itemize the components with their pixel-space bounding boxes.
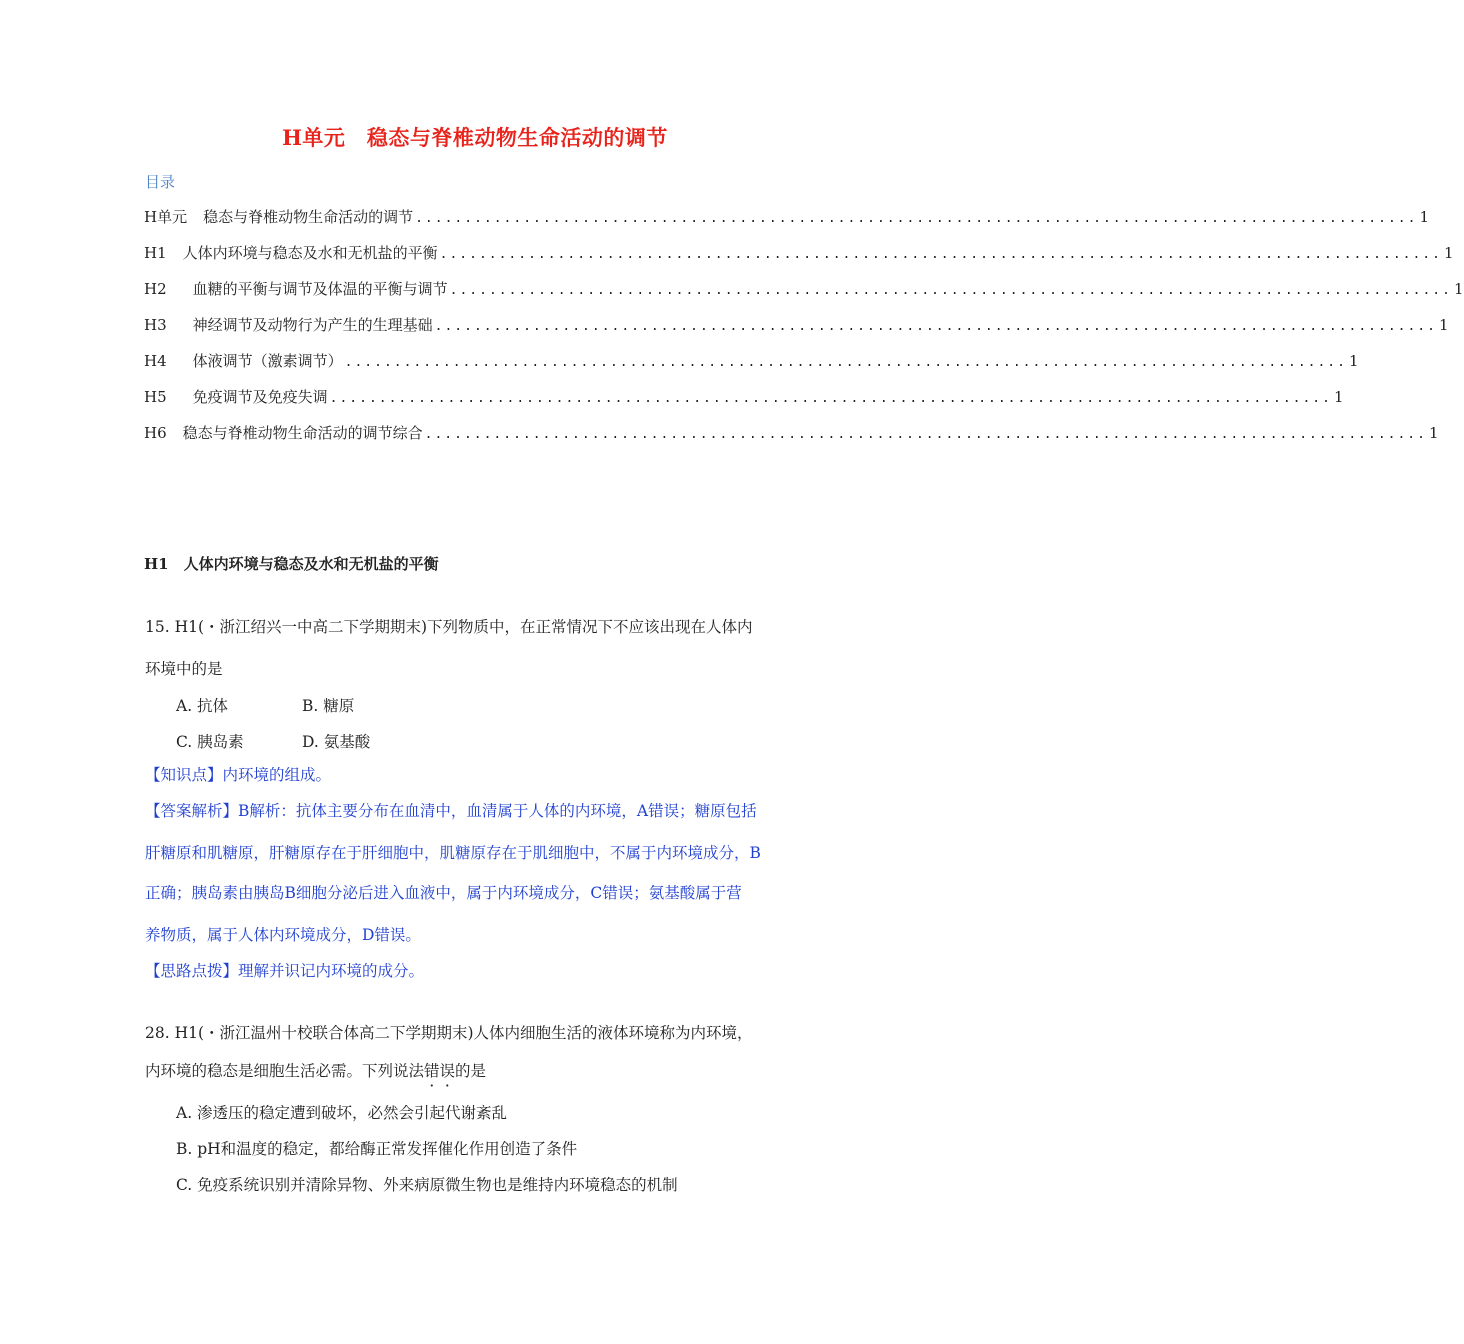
document-title: H单元 稳态与脊椎动物生命活动的调节	[282, 125, 668, 150]
toc-entry-page: 1	[1443, 244, 1454, 262]
answer-label: 【答案解析】	[145, 802, 239, 820]
q15-stem-line1: 15. H1(・浙江绍兴一中高二下学期期末)下列物质中，在正常情况下不应该出现在人体内	[145, 618, 753, 636]
q28-stem-line1: 28. H1(・浙江温州十校联合体高二下学期期末)人体内细胞生活的液体环境称为内环境，	[145, 1024, 753, 1042]
q28-stem-line2	[145, 1050, 807, 1092]
hint-text: 理解并识记内环境的成分。	[238, 962, 425, 980]
q15-stem-line2: 环境中的是	[145, 660, 223, 678]
toc-entry-code: H2	[144, 280, 167, 298]
toc-entry-code: H1	[144, 244, 167, 262]
table-of-contents	[144, 206, 1464, 458]
toc-entry-code: H3	[144, 316, 167, 334]
q15-answer-line2: 肝糖原和肌糖原，肝糖原存在于肝细胞中，肌糖原存在于肌细胞中，不属于内环境成分，B	[145, 844, 761, 862]
toc-leader: ......................................................................................................	[329, 391, 1332, 406]
knowledge-text: 内环境的组成。	[222, 766, 332, 784]
toc-entry-page: 1	[1428, 424, 1439, 442]
q28-stem-text: 的是	[455, 1062, 487, 1080]
q15-answer-line4: 养物质，属于人体内环境成分，D错误。	[145, 926, 421, 944]
hint-label: 【思路点拨】	[145, 962, 239, 980]
toc-leader: ......................................................................................................	[415, 211, 1418, 226]
toc-leader: ......................................................................................................	[449, 283, 1452, 298]
q28-option-a: A. 渗透压的稳定遭到破坏，必然会引起代谢紊乱	[176, 1104, 508, 1122]
q28-stem-text: 内环境的稳态是细胞生活必需。下列说法	[145, 1062, 425, 1080]
toc-entry-text: 稳态与脊椎动物生命活动的调节综合	[182, 424, 423, 442]
toc-entry-page: 1	[1333, 388, 1344, 406]
toc-entry-page: 1	[1419, 208, 1429, 226]
emphasis-char: 错	[424, 1062, 440, 1080]
toc-leader: ......................................................................................................	[344, 355, 1347, 370]
toc-entry-text: 稳态与脊椎动物生命活动的调节	[203, 208, 414, 226]
q15-option-a: A. 抗体	[176, 697, 229, 715]
toc-entry[interactable]	[144, 206, 1429, 242]
toc-entry-page: 1	[1438, 316, 1449, 334]
toc-entry[interactable]	[144, 422, 1439, 458]
toc-entry-text: 人体内环境与稳态及水和无机盐的平衡	[182, 244, 438, 262]
toc-entry-text: 神经调节及动物行为产生的生理基础	[192, 316, 433, 334]
q28-option-b: B. pH和温度的稳定，都给酶正常发挥催化作用创造了条件	[176, 1140, 578, 1158]
section-heading-h1: H1 人体内环境与稳态及水和无机盐的平衡	[144, 555, 439, 573]
toc-entry-code: H5	[144, 388, 167, 406]
emphasis-char: 误	[439, 1062, 456, 1080]
toc-entry[interactable]	[144, 386, 1344, 422]
knowledge-label: 【知识点】	[145, 766, 223, 784]
toc-entry-text: 血糖的平衡与调节及体温的平衡与调节	[192, 280, 448, 298]
q15-option-b: B. 糖原	[302, 697, 355, 715]
toc-entry[interactable]	[144, 350, 1359, 386]
toc-entry[interactable]	[144, 314, 1449, 350]
q15-answer-line3: 正确；胰岛素由胰岛B细胞分泌后进入血液中，属于内环境成分，C错误；氨基酸属于营	[145, 884, 742, 902]
toc-entry-page: 1	[1453, 280, 1464, 298]
toc-entry-code: H6	[144, 424, 167, 442]
toc-entry[interactable]	[144, 242, 1454, 278]
q28-option-c: C. 免疫系统识别并清除异物、外来病原微生物也是维持内环境稳态的机制	[176, 1176, 678, 1194]
q15-option-c: C. 胰岛素	[176, 733, 244, 751]
q15-answer-line1	[145, 790, 807, 832]
q15-hint	[145, 950, 807, 992]
toc-leader: ......................................................................................................	[434, 319, 1437, 334]
toc-heading: 目录	[145, 173, 176, 191]
toc-entry-text: 体液调节（激素调节）	[192, 352, 343, 370]
toc-entry-page: 1	[1348, 352, 1359, 370]
q15-option-d: D. 氨基酸	[302, 733, 371, 751]
toc-entry-code: H4	[144, 352, 167, 370]
toc-leader: ......................................................................................................	[439, 247, 1442, 262]
toc-leader: ......................................................................................................	[424, 427, 1427, 442]
answer-text: B解析：抗体主要分布在血清中，血清属于人体的内环境，A错误；糖原包括	[238, 802, 757, 820]
toc-entry[interactable]	[144, 278, 1464, 314]
toc-entry-code: H单元	[144, 208, 188, 226]
toc-entry-text: 免疫调节及免疫失调	[192, 388, 328, 406]
